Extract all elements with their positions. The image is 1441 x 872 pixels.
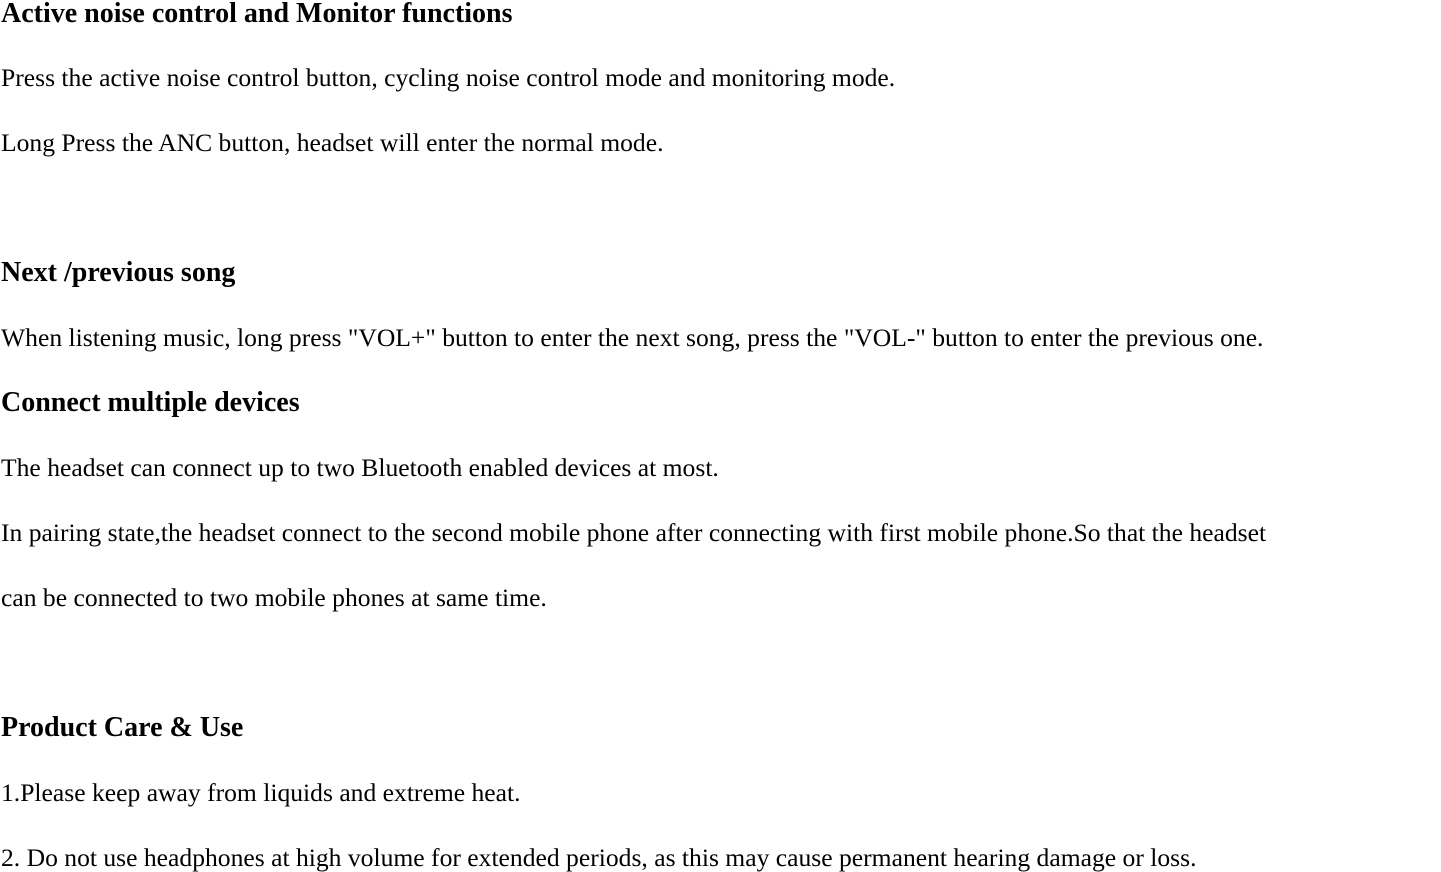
connect-devices-paragraph-1: The headset can connect up to two Bluetooth enabled devices at most. <box>1 453 719 482</box>
section-heading-connect-multiple-devices: Connect multiple devices <box>1 387 300 418</box>
product-care-item-2: 2. Do not use headphones at high volume for extended periods, as this may cause permanent hearing damage or loss. <box>1 843 1197 872</box>
section-heading-anc: Active noise control and Monitor functions <box>1 0 513 29</box>
next-previous-song-paragraph: When listening music, long press "VOL+" button to enter the next song, press the "VOL-" button to enter the previous one. <box>1 323 1264 352</box>
anc-paragraph-2: Long Press the ANC button, headset will enter the normal mode. <box>1 128 664 157</box>
product-care-item-1: 1.Please keep away from liquids and extreme heat. <box>1 778 521 807</box>
connect-devices-paragraph-2: In pairing state,the headset connect to the second mobile phone after connecting with first mobile phone.So that the headset <box>1 518 1267 547</box>
section-heading-product-care: Product Care & Use <box>1 712 244 743</box>
anc-paragraph-1: Press the active noise control button, cycling noise control mode and monitoring mode. <box>1 63 896 92</box>
section-heading-next-previous-song: Next /previous song <box>1 257 236 288</box>
connect-devices-paragraph-3: can be connected to two mobile phones at same time. <box>1 583 547 612</box>
